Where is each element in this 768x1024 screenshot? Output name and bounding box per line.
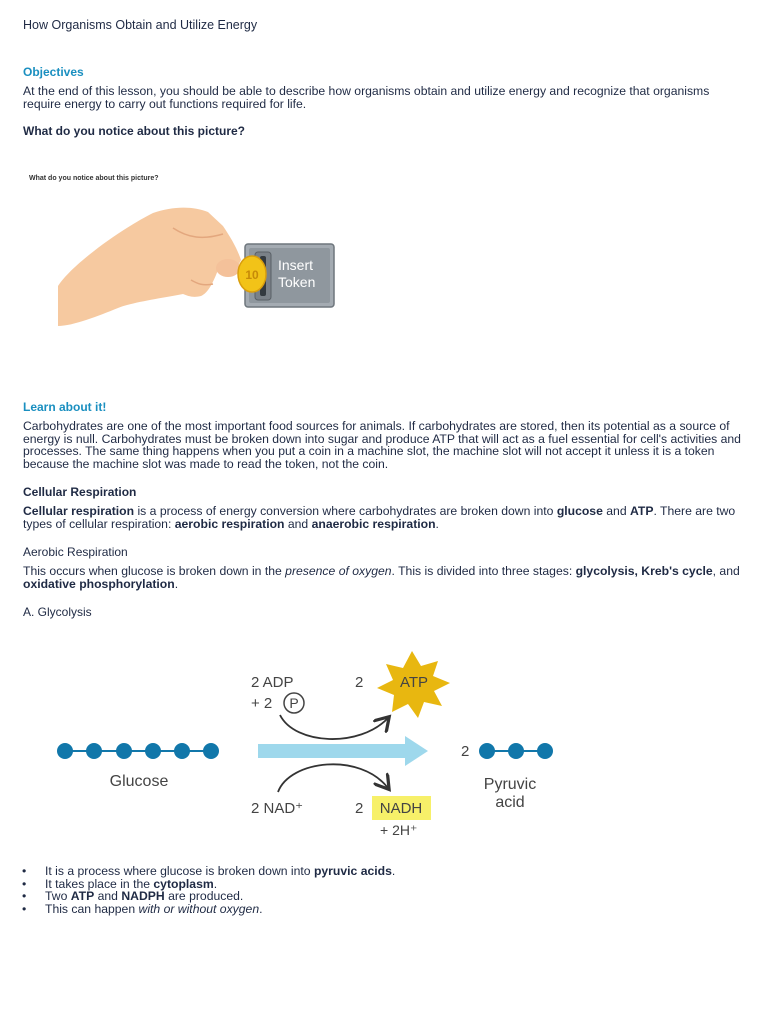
glycolysis-bullets bbox=[0, 865, 745, 915]
glucose-label: Glucose bbox=[109, 773, 169, 790]
nadh-count: 2 bbox=[355, 800, 364, 817]
bullet-text: It takes place in the bbox=[45, 876, 154, 891]
bullet-text: Two bbox=[45, 889, 71, 904]
adp-label: 2 ADP bbox=[251, 674, 294, 691]
bullet-text: This can happen bbox=[45, 901, 139, 916]
plus-two-label: + 2 bbox=[251, 695, 273, 712]
coin-label: 10 bbox=[245, 268, 259, 282]
bullet-bold: ATP bbox=[70, 889, 95, 904]
term-oxphos: oxidative phosphorylation bbox=[23, 576, 175, 591]
bullet-text: . bbox=[259, 901, 263, 916]
atp-curved-arrow bbox=[280, 715, 388, 739]
nad-label: 2 NAD⁺ bbox=[251, 800, 304, 817]
pyruvic-count: 2 bbox=[461, 743, 470, 760]
bullet-bold: NADPH bbox=[121, 889, 165, 904]
cellular-respiration-heading: Cellular Respiration bbox=[23, 485, 137, 499]
aerobic-text-2: . This is divided into three stages: bbox=[391, 564, 576, 578]
hydrogen-label: + 2H⁺ bbox=[380, 822, 418, 838]
sign-text-token: Token bbox=[278, 274, 316, 290]
atp-count: 2 bbox=[355, 674, 364, 691]
list-item bbox=[0, 903, 745, 916]
token-picture bbox=[23, 168, 353, 328]
cr-text-1: is a process of energy conversion where carbohydrates are broken down into bbox=[134, 504, 557, 518]
page-title: How Organisms Obtain and Utilize Energy bbox=[23, 18, 258, 32]
bullet-text: . bbox=[213, 876, 218, 891]
bullet-text: It is a process where glucose is broken down into bbox=[45, 864, 314, 878]
atp-label: ATP bbox=[399, 674, 429, 691]
term-stages: glycolysis, Kreb's cycle bbox=[575, 564, 713, 578]
presence-of-oxygen: presence of oxygen bbox=[285, 564, 392, 578]
learn-text: Carbohydrates are one of the most important food sources for animals. If carbohydrates are stored, then its potential as a source of energy is null. Carbohydrates must be broken down into sugar and produce ATP that will act as a fuel essential for cell's activities and processes. The same thing happens when you put a coin in a machine slot, the machine slot will not accept it unless it is a token because the machine slot was made to read the token, not the coin. bbox=[23, 419, 741, 471]
aerobic-text-3: , and bbox=[712, 564, 740, 578]
objectives-heading: Objectives bbox=[23, 65, 84, 79]
bullet-italic: with or without oxygen bbox=[138, 901, 260, 916]
picture-caption: What do you notice about this picture? bbox=[29, 175, 159, 182]
cr-text-2: and bbox=[602, 504, 630, 518]
cellular-respiration-text bbox=[23, 505, 745, 530]
picture-question: What do you notice about this picture? bbox=[23, 124, 245, 138]
cr-text-4: and bbox=[284, 516, 312, 531]
pyruvic-label-1: Pyruvic bbox=[483, 776, 537, 793]
nadh-curved-arrow bbox=[278, 764, 388, 792]
bullet-text: are produced. bbox=[164, 889, 244, 904]
term-cellular-respiration: Cellular respiration bbox=[23, 504, 135, 518]
aerobic-heading: Aerobic Respiration bbox=[23, 545, 128, 559]
pyruvic-acid-molecule bbox=[479, 743, 553, 759]
cr-text-5: . bbox=[435, 516, 439, 531]
reaction-arrow bbox=[258, 736, 428, 766]
bullet-text: . bbox=[391, 864, 396, 878]
term-anaerobic: anaerobic respiration bbox=[311, 516, 436, 531]
glucose-molecule bbox=[57, 743, 219, 759]
term-atp: ATP bbox=[629, 504, 654, 518]
term-aerobic: aerobic respiration bbox=[174, 516, 285, 531]
bullet-text: and bbox=[94, 889, 122, 904]
hand-inserting-coin-illustration bbox=[23, 168, 353, 328]
phosphate-label: P bbox=[289, 695, 299, 711]
pyruvic-label-2: acid bbox=[495, 794, 525, 811]
bullet-bold: cytoplasm bbox=[153, 876, 214, 891]
glycolysis-diagram bbox=[0, 640, 768, 850]
objectives-text: At the end of this lesson, you should be able to describe how organisms obtain and utilize energy and recognize that organisms require energy to carry out functions required for life. bbox=[23, 84, 710, 111]
sign-text-insert: Insert bbox=[278, 257, 314, 273]
bullet-bold: pyruvic acids bbox=[313, 864, 392, 878]
aerobic-text-1: This occurs when glucose is broken down in the bbox=[23, 564, 286, 578]
learn-heading: Learn about it! bbox=[23, 400, 107, 414]
glycolysis-heading: A. Glycolysis bbox=[23, 605, 92, 619]
term-glucose: glucose bbox=[556, 504, 603, 518]
nadh-label: NADH bbox=[379, 800, 423, 817]
aerobic-text-4: . bbox=[174, 576, 179, 591]
aerobic-text bbox=[23, 565, 745, 590]
cr-text-3: . There are two types of cellular respiration: bbox=[23, 504, 736, 531]
